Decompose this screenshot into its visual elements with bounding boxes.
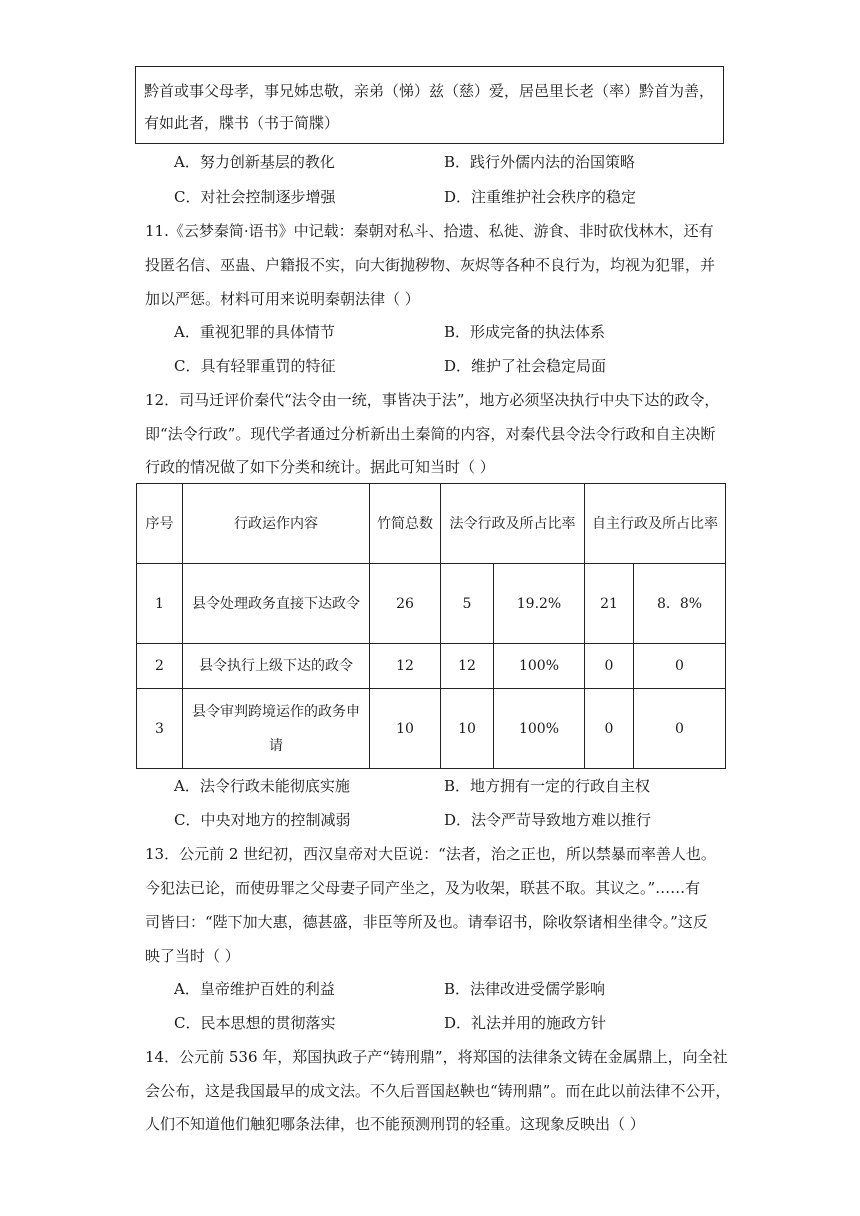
q13-stem-line-1: 13．公元前 2 世纪初，西汉皇帝对大臣说：“法者，治之正也，所以禁暴而率善人也。	[145, 845, 716, 863]
table-cell: 县令执行上级下达的政令	[183, 644, 370, 689]
header-index: 序号	[137, 484, 183, 564]
table-cell: 10	[441, 689, 494, 769]
table-cell: 0	[634, 644, 726, 689]
q10-option-b[interactable]: B．践行外儒内法的治国策略	[444, 153, 636, 171]
table-cell: 12	[370, 644, 441, 689]
table-row	[137, 644, 726, 689]
q12-stem-line-3: 行政的情况做了如下分类和统计。据此可知当时（ ）	[145, 458, 495, 476]
q13-stem-line-3: 司皆曰：“陛下加大惠，德甚盛，非臣等所及也。请奉诏书，除收祭诸相坐律令。”这反	[145, 913, 708, 931]
q13-option-b[interactable]: B．法律改进受儒学影响	[444, 980, 606, 998]
table-cell: 3	[137, 689, 183, 769]
header-law-admin: 法令行政及所占比率	[441, 484, 585, 564]
header-autonomous-admin: 自主行政及所占比率	[585, 484, 726, 564]
q14-stem-line-3: 人们不知道他们触犯哪条法律，也不能预测刑罚的轻重。这现象反映出（ ）	[145, 1115, 645, 1133]
q13-stem-line-2: 今犯法已论，而使毋罪之父母妻子同产坐之，及为收架，联甚不取。其议之。”……有	[145, 879, 701, 897]
q14-stem-line-1: 14．公元前 536 年，郑国执政子产“铸刑鼎”，将郑国的法律条文铸在金属鼎上，向全社	[145, 1048, 728, 1066]
q10-option-c[interactable]: C．对社会控制逐步增强	[174, 188, 336, 206]
quote-line-1: 黔首或事父母孝，事兄姊忠敬，亲弟（悌）兹（慈）爱，居邑里长老（率）黔首为善，	[144, 82, 715, 100]
q11-stem-line-1: 11.《云梦秦简·语书》中记载：秦朝对私斗、拾遗、私徙、游食、非时砍伐林木，还有	[145, 222, 714, 240]
table-cell: 0	[585, 644, 634, 689]
q12-option-b[interactable]: B．地方拥有一定的行政自主权	[444, 777, 651, 795]
q12-stem-line-1: 12．司马迁评价秦代“法令由一统，事皆决于法”，地方必须坚决执行中央下达的政令，	[145, 391, 720, 409]
q11-option-a[interactable]: A．重视犯罪的具体情节	[174, 323, 335, 341]
q13-option-c[interactable]: C．民本思想的贯彻落实	[174, 1014, 336, 1032]
table-cell: 5	[441, 564, 494, 644]
table-cell: 2	[137, 644, 183, 689]
table-cell: 县令处理政务直接下达政令	[183, 564, 370, 644]
table-cell: 0	[585, 689, 634, 769]
q13-option-d[interactable]: D．礼法并用的施政方针	[444, 1014, 607, 1032]
q12-stem-line-2: 即“法令行政”。现代学者通过分析新出土秦简的内容，对秦代县令法令行政和自主决断	[145, 425, 716, 443]
q12-option-c[interactable]: C．中央对地方的控制减弱	[174, 811, 351, 829]
table-cell: 26	[370, 564, 441, 644]
q11-stem-line-2: 投匿名信、巫蛊、户籍报不实，向大街抛秽物、灰烬等各种不良行为，均视为犯罪，并	[145, 256, 716, 274]
q10-option-d[interactable]: D．注重维护社会秩序的稳定	[444, 188, 637, 206]
table-cell: 县令审判跨境运作的政务申请	[183, 689, 370, 769]
table-cell: 21	[585, 564, 634, 644]
table-cell: 19.2%	[494, 564, 585, 644]
table-row	[137, 564, 726, 644]
quote-box	[135, 66, 724, 144]
table-cell: 0	[634, 689, 726, 769]
q10-option-a[interactable]: A．努力创新基层的教化	[174, 153, 335, 171]
table-cell: 10	[370, 689, 441, 769]
q14-stem-line-2: 会公布，这是我国最早的成文法。不久后晋国赵鞅也“铸刑鼎”。而在此以前法律不公开，	[145, 1082, 731, 1100]
header-total-slips: 竹简总数	[370, 484, 441, 564]
q11-option-d[interactable]: D．维护了社会稳定局面	[444, 357, 607, 375]
table-cell: 100%	[494, 644, 585, 689]
table-header-row	[137, 484, 726, 564]
quote-line-2: 有如此者，牒书（书于简牒）	[144, 114, 340, 132]
q12-option-a[interactable]: A．法令行政未能彻底实施	[174, 777, 350, 795]
q13-stem-line-4: 映了当时（ ）	[145, 947, 240, 965]
table-cell: 1	[137, 564, 183, 644]
q11-option-c[interactable]: C．具有轻罪重罚的特征	[174, 357, 336, 375]
statistics-table	[136, 483, 726, 769]
q13-option-a[interactable]: A．皇帝维护百姓的利益	[174, 980, 335, 998]
table-cell: 8．8%	[634, 564, 726, 644]
q11-stem-line-3: 加以严惩。材料可用来说明秦朝法律（ ）	[145, 290, 420, 308]
header-content: 行政运作内容	[183, 484, 370, 564]
table-cell: 100%	[494, 689, 585, 769]
q11-option-b[interactable]: B．形成完备的执法体系	[444, 323, 606, 341]
table-row	[137, 689, 726, 769]
q12-option-d[interactable]: D．法令严苛导致地方难以推行	[444, 811, 652, 829]
table-cell: 12	[441, 644, 494, 689]
